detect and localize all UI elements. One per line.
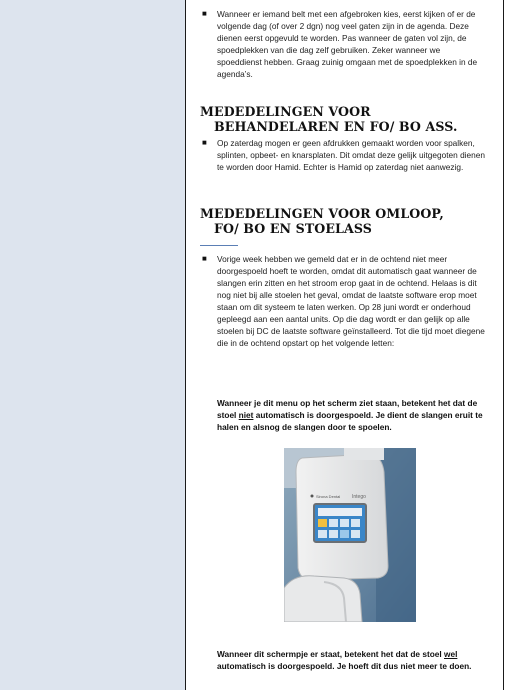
heading-line: FO/ BO EN STOELASS bbox=[214, 221, 372, 236]
instruction-text: Wanneer je dit menu op het scherm ziet staan, betekent het dat de stoel bbox=[217, 398, 478, 420]
right-border-line bbox=[503, 0, 504, 690]
left-sidebar-panel bbox=[0, 0, 186, 690]
instruction-wel bbox=[217, 648, 487, 672]
brand-name-text: Intego bbox=[352, 494, 366, 500]
instruction-text: Wanneer dit schermpje er staat, betekent het dat de stoel bbox=[217, 649, 444, 659]
heading-line: MEDEDELINGEN VOOR OMLOOP, bbox=[200, 206, 444, 221]
brand-logo-text: Sirona Dental bbox=[316, 494, 341, 499]
bullet-icon: ■ bbox=[202, 254, 207, 263]
instruction-text: automatisch is doorgespoeld. Je hoeft dit dus niet meer te doen. bbox=[217, 661, 472, 671]
emphasis-word: niet bbox=[238, 410, 254, 420]
heading-underline bbox=[200, 245, 238, 246]
emphasis-word: wel bbox=[444, 649, 458, 659]
page-content bbox=[200, 0, 490, 690]
bullet-icon: ■ bbox=[202, 138, 207, 147]
photo-illustration bbox=[284, 448, 416, 622]
bullet-text: Op zaterdag mogen er geen afdrukken gemaakt worden voor spalken, splinten, opbeet- en knarsplaten. Dit omdat deze gelijk uitgegoten dienen te worden door Hamid. Echter is Hamid op zaterdag niet aanwezig. bbox=[217, 138, 485, 172]
instruction-text: automatisch is doorgespoeld. Je dient de slangen eruit te halen en alsnog de slangen door te spoelen. bbox=[217, 410, 483, 432]
bullet-text: Vorige week hebben we gemeld dat er in de ochtend niet meer doorgespoeld hoeft te worden, omdat dit automatisch gaat wanneer de slangen erin zitten en het stroom erop gaat in de ochtend. Helaas is dit nog niet bij alle stoelen het geval, omdat de laatste software erop moet staan om dit systeem te laten werken. Op 28 juni wordt er onderhoud gepleegd aan een aantal units. Op die dag wordt er dan gelijk op alle stoelen bij DC de laatste software geïnstalleerd. Tot die tijd moet diegene die in de ochtend opstart op het volgende letten: bbox=[217, 254, 485, 348]
dental-chair-screen-photo bbox=[284, 448, 416, 622]
section-heading-behandelaren bbox=[200, 104, 490, 134]
heading-line: MEDEDELINGEN VOOR bbox=[200, 104, 371, 119]
bullet-text: Wanneer er iemand belt met een afgebroken kies, eerst kijken of er de volgende dag (of over 2 dgn) nog veel gaten zijn in de agenda. Deze dienen eerst opgevuld te worden. Pas wanneer de gaten vol zijn, de spoedplekken van die dag zelf gebruiken. Zeker wanneer we spoeddienst hebben. Graag zuinig omgaan met de spoedplekken in de agenda’s. bbox=[217, 9, 478, 79]
heading-line: BEHANDELAREN EN FO/ BO ASS. bbox=[214, 119, 458, 134]
section-heading-omloop bbox=[200, 206, 490, 236]
instruction-niet bbox=[217, 397, 487, 433]
bullet-icon: ■ bbox=[202, 9, 207, 18]
